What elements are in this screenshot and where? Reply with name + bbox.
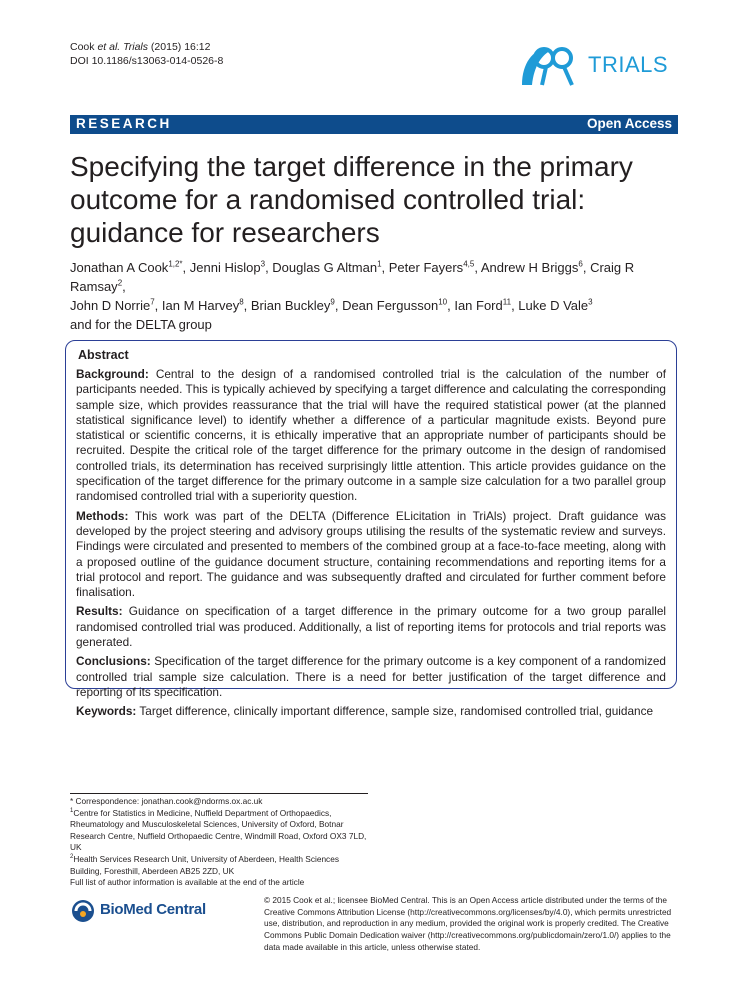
affiliation-1	[70, 808, 370, 854]
citation-line	[70, 40, 223, 54]
author-name: Andrew H Briggs	[480, 260, 579, 275]
author-affil: 7	[150, 297, 155, 307]
author-affil: 1	[377, 259, 382, 269]
abstract-background	[76, 367, 666, 505]
author-affil: 2	[117, 278, 123, 288]
methods-text: This work was part of the DELTA (Difference ELicitation in TriAls) project. Draft guidance was developed by the project steering and advisory groups utilising the results of the systematic review and surveys. Findings were circulated and presented to members of the combined group at a face-to-face meeting, along with a proposed outline of the guidance document structure, containing recommendations and reporting items for a trial protocol and report. The guidance and was subsequently drafted and circulated for further comment before finalisation.	[76, 508, 666, 600]
section-banner	[70, 115, 678, 134]
affiliation-text: Centre for Statistics in Medicine, Nuffield Department of Orthopaedics, Rheumatology and Musculoskeletal Sciences, University of Oxford, Botnar Research Centre, Nuffield Orthopaedic Centre, Windmill Road, Oxford OX3 7LD, UK	[70, 807, 367, 853]
author-name: John D Norrie	[70, 298, 151, 313]
results-label: Results:	[76, 604, 123, 619]
author-affil: 4,5	[463, 259, 475, 269]
affiliation-text: Health Services Research Unit, University of Aberdeen, Health Sciences Building, Foresthill, Aberdeen AB25 2ZD, UK	[70, 853, 339, 876]
license-text: © 2015 Cook et al.; licensee BioMed Central. This is an Open Access article distributed under the terms of the Creative Commons Attribution License (http://creativecommons.org/licenses/by/4.0), which permits unrestricted use, distribution, and reproduction in any medium, provided the original work is properly credited. The Creative Commons Public Domain Dedication waiver (http://creativecommons.org/publicdomain/zero/1.0/) applies to the data made available in this article, unless otherwise stated.	[264, 895, 672, 952]
footnotes	[70, 796, 370, 889]
author-affil: 3	[588, 297, 593, 307]
background-text: Central to the design of a randomised controlled trial is the calculation of the number of participants needed. This is typically achieved by specifying a target difference and calculating the corresponding sample size, which provides reassurance that the trial will have the required statistical power (at the planned statistical significance level) to identify whether a difference of a particular magnitude exists. Beyond pure statistical or scientific concerns, it is ethically imperative that an appropriate number of participants should be recruited. Despite the critical role of the target difference for the primary outcome in the design of randomised controlled trials, its determination has received surprisingly little attention. This article provides guidance on the specification of the target difference for the primary outcome in a sample size calculation for a two parallel group randomised controlled trial with a superiority question.	[76, 367, 666, 504]
keywords-label: Keywords:	[76, 704, 137, 719]
author-line-2: John D Norrie$^7$, Ian M Harvey$^8$, Brian Buckley$^9$, Dean Fergusson$^{10}$, Ian Ford$^{11}$, Luke D Vale$^3$	[70, 297, 593, 313]
abstract-keywords	[76, 704, 666, 719]
citation-journal: Trials	[120, 41, 149, 53]
author-affil: 11	[502, 297, 512, 307]
methods-label: Methods:	[76, 508, 129, 523]
citation-etal: et al.	[97, 41, 121, 53]
author-name: Ian Ford	[454, 298, 503, 313]
author-affil: 10	[438, 297, 448, 307]
abstract-heading: Abstract	[78, 348, 129, 362]
author-affil: 8	[239, 297, 244, 307]
author-affil: 6	[578, 259, 583, 269]
abstract-box	[65, 340, 677, 719]
author-list	[70, 258, 685, 334]
journal-logo-text: TRIALS	[588, 52, 669, 77]
correspondence-note[interactable]: * Correspondence: jonathan.cook@ndorms.ox.ac.uk	[70, 796, 263, 806]
author-affil: 3	[260, 259, 266, 269]
background-label: Background:	[76, 367, 149, 381]
open-access-label: Open Access	[586, 116, 672, 131]
author-name: Jonathan A Cook	[70, 260, 169, 275]
conclusions-text: Specification of the target difference for the primary outcome is a key component of a randomized controlled trial sample size calculation. There is a need for better justification of the target difference and reporting of its specification.	[76, 654, 666, 699]
publisher-logo-text: BioMed Central	[100, 901, 206, 918]
author-name: Douglas G Altman	[272, 260, 378, 275]
conclusions-label: Conclusions:	[76, 654, 151, 669]
author-name: Luke D Vale	[518, 298, 589, 313]
author-name: Dean Fergusson	[342, 298, 439, 313]
abstract-methods	[76, 509, 666, 601]
article-title: Specifying the target difference in the primary outcome for a randomised controlled trial: guidance for researchers	[70, 151, 633, 248]
affiliation-number: 1	[70, 807, 74, 814]
affiliation-number: 2	[70, 854, 74, 861]
results-text: Guidance on specification of a target difference in the primary outcome for a two group parallel randomised controlled trial was produced. Additionally, a list of reporting items for protocols and trial reports was generated.	[76, 604, 666, 650]
author-name: Peter Fayers	[388, 260, 464, 275]
author-affil: 1,2*	[168, 259, 183, 269]
citation-header	[70, 40, 223, 68]
author-line-1: Jonathan A Cook$^{1,2*}$, Jenni Hislop$^3$, Douglas G Altman$^1$, Peter Fayers$^{4,5}$, Andrew H Briggs$^6$, Craig R Ramsay$^2$,	[70, 259, 635, 294]
citation-volume: (2015) 16:12	[148, 41, 211, 53]
author-name: Craig R Ramsay	[70, 260, 635, 294]
author-affil: 9	[330, 297, 335, 307]
keywords-text: Target difference, clinically important difference, sample size, randomised controlled trial, guidance	[136, 704, 654, 719]
footnote-divider	[70, 793, 368, 794]
doi-line[interactable]: DOI 10.1186/s13063-014-0526-8	[70, 55, 224, 67]
author-name: Jenni Hislop	[189, 260, 261, 275]
author-name: Ian M Harvey	[161, 298, 240, 313]
section-label: RESEARCH	[76, 116, 172, 131]
author-info-note: Full list of author information is available at the end of the article	[70, 877, 305, 888]
abstract-conclusions	[76, 654, 666, 700]
author-name: Brian Buckley	[250, 298, 331, 313]
abstract-results	[76, 604, 666, 650]
author-group: and for the DELTA group	[70, 317, 212, 332]
affiliation-2	[70, 854, 370, 877]
citation-author: Cook	[70, 41, 98, 53]
